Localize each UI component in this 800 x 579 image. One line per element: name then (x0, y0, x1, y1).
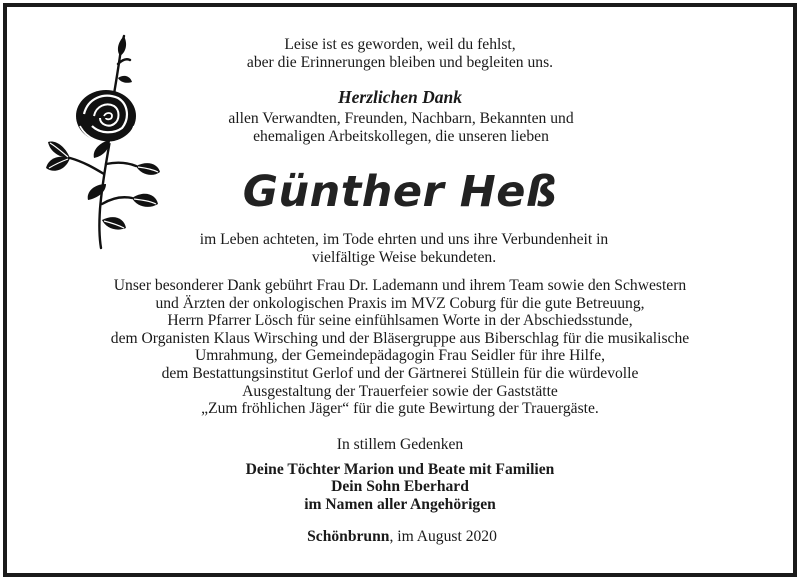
signatures (0, 461, 800, 513)
gratitude-line: Herrn Pfarrer Lösch für seine einfühlsamen Worte in der Abschiedsstunde, (167, 312, 633, 330)
gratitude-line: Unser besonderer Dank gebührt Frau Dr. Lademann und ihrem Team sowie den Schwestern (113, 277, 687, 294)
closing-phrase (0, 436, 800, 454)
signature-line: Deine Töchter Marion und Beate mit Familien (245, 461, 555, 478)
verse-line: Leise ist es geworden, weil du fehlst, (284, 36, 516, 53)
opening-verse (0, 36, 800, 72)
addressees-text (0, 110, 800, 146)
notice-date: , im August 2020 (389, 528, 497, 545)
gratitude-line: „Zum fröhlichen Jäger“ für die gute Bewirtung der Trauergäste. (201, 400, 599, 418)
closing-line: In stillem Gedenken (336, 436, 464, 453)
thanks-heading: Herzlichen Dank (338, 87, 462, 107)
deceased-name: Günther Heß (242, 167, 558, 217)
verse-line: aber die Erinnerungen bleiben und begleiten uns. (246, 54, 554, 72)
place-and-date (0, 528, 800, 546)
addressees-line: allen Verwandten, Freunden, Nachbarn, Bekannten und (228, 110, 574, 127)
place-name: Schönbrunn (307, 528, 390, 545)
gratitude-text (0, 277, 800, 418)
honor-line: im Leben achteten, im Tode ehrten und uns ihre Verbundenheit in (199, 231, 609, 248)
honor-text (0, 231, 800, 267)
signature-line: Dein Sohn Eberhard (331, 478, 469, 496)
gratitude-line: und Ärzten der onkologischen Praxis im MVZ Coburg für die gute Betreuung, (155, 294, 645, 312)
gratitude-line: Umrahmung, der Gemeindepädagogin Frau Seidler für ihre Hilfe, (194, 347, 606, 365)
gratitude-line: Ausgestaltung der Trauerfeier sowie der Gaststätte (242, 382, 558, 400)
signature-line: im Namen aller Angehörigen (304, 495, 496, 513)
gratitude-line: dem Organisten Klaus Wirsching und der Bläsergruppe aus Biberschlag für die musikalische (110, 329, 690, 347)
honor-line: vielfältige Weise bekundeten. (311, 249, 497, 267)
addressees-line: ehemaligen Arbeitskollegen, die unseren lieben (253, 128, 549, 146)
gratitude-line: dem Bestattungsinstitut Gerlof und der Gärtnerei Stüllein für die würdevolle (161, 364, 639, 382)
